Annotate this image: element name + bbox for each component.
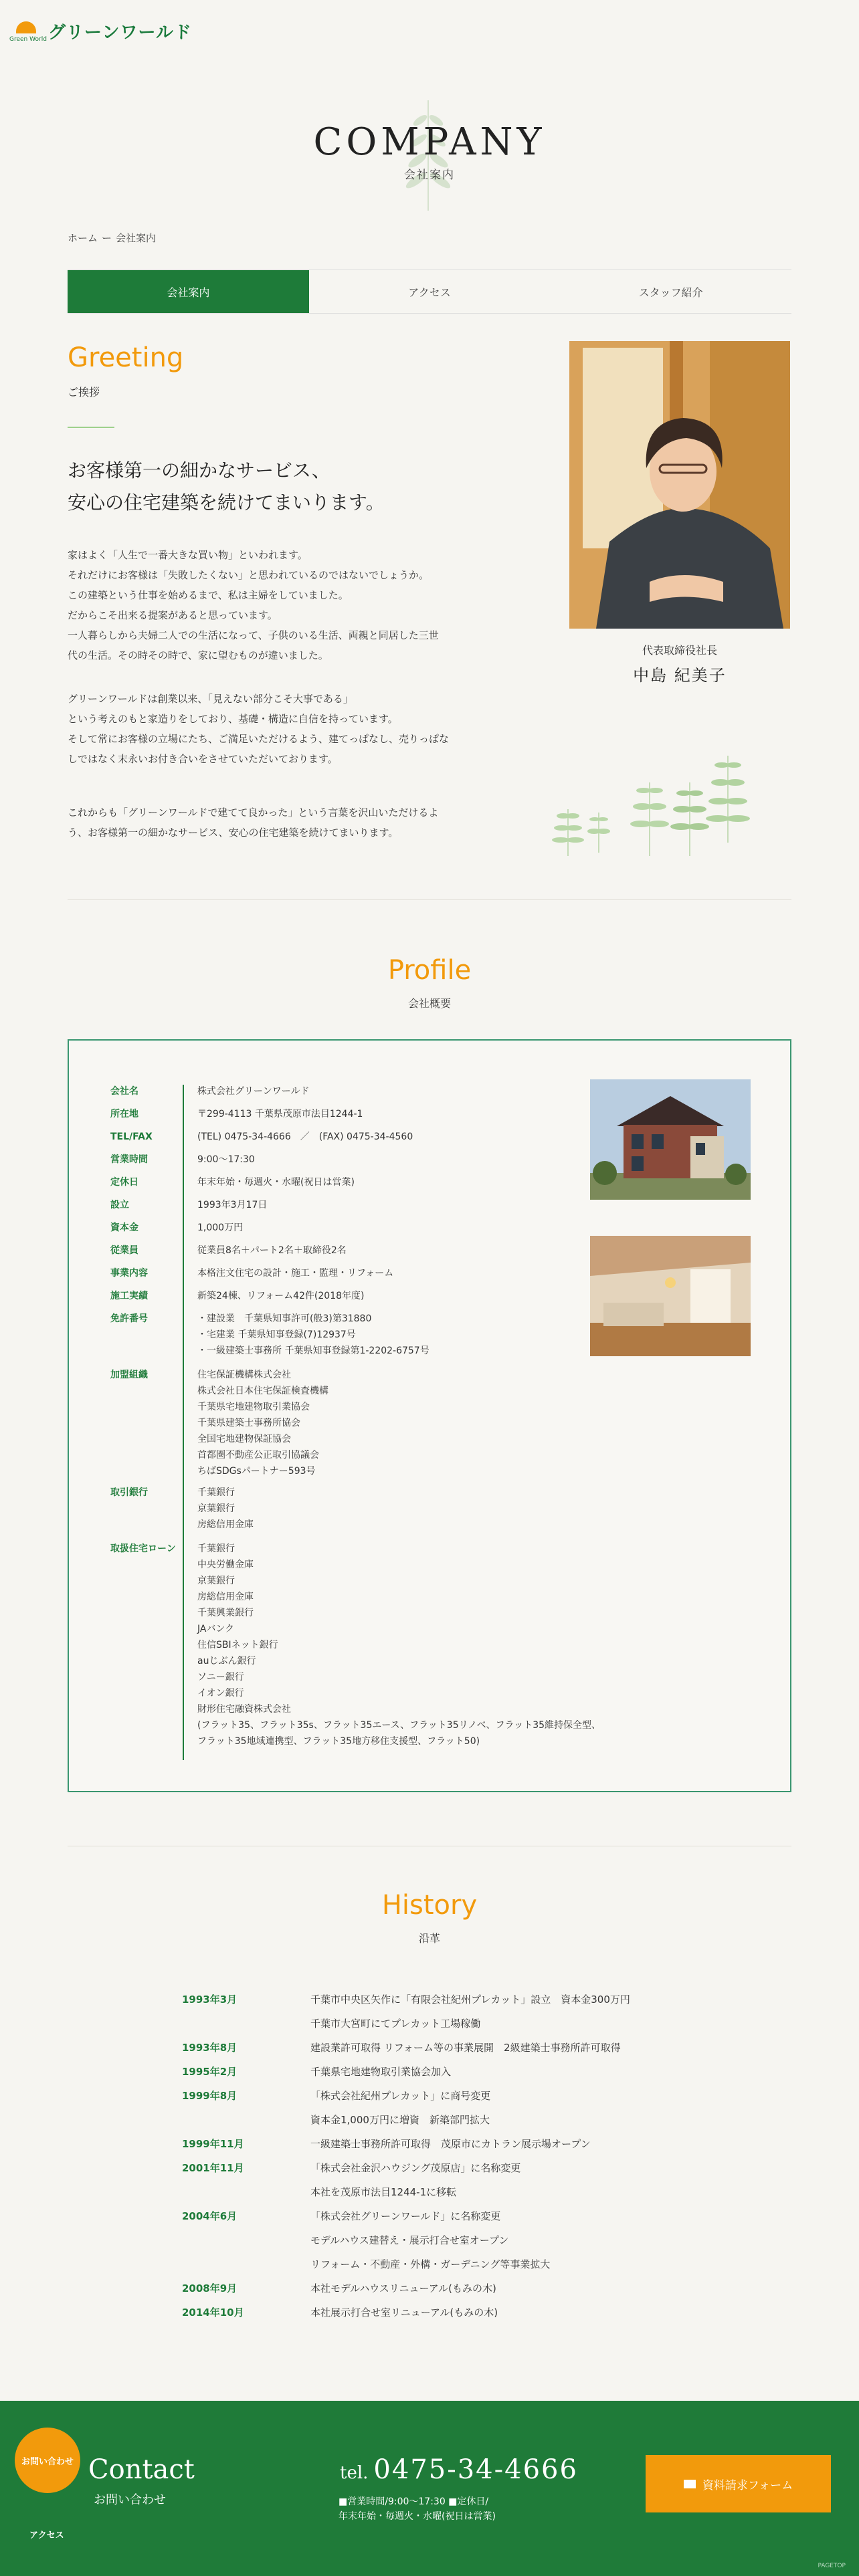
- greeting-line: この建築という仕事を始めるまで、私は主婦をしていました。: [68, 589, 349, 601]
- greeting-paragraph-2: [68, 689, 502, 769]
- greeting-line: だからこそ出来る提案があると思っています。: [68, 609, 278, 621]
- history-text: 資本金1,000万円に増資 新築部門拡大: [310, 2114, 490, 2126]
- greeting-headline-2: 安心の住宅建築を続けてまいります。: [68, 492, 385, 514]
- history-year: [182, 2012, 310, 2036]
- profile-value-line: 千葉県宅地建物取引業協会: [197, 1402, 310, 1412]
- history-year: 2014年10月: [182, 2306, 244, 2319]
- profile-row: [110, 1367, 328, 1479]
- profile-value-line: 住信SBIネット銀行: [197, 1640, 278, 1650]
- profile-row: [110, 1129, 413, 1145]
- profile-value-line: フラット35地域連携型、フラット35地方移住支援型、フラット50): [197, 1736, 480, 1747]
- tel-label: tel.: [340, 2463, 369, 2483]
- history-year: 1999年8月: [182, 2090, 237, 2102]
- breadcrumb-current: 会社案内: [116, 232, 157, 244]
- business-hours: [339, 2494, 496, 2524]
- history-row: [182, 2108, 784, 2132]
- history-year: 1999年11月: [182, 2138, 244, 2150]
- section-divider: [68, 899, 791, 900]
- profile-value-line: JAバンク: [197, 1624, 235, 1634]
- profile-value-line: 千葉銀行: [197, 1487, 235, 1498]
- profile-value-line: 千葉銀行: [197, 1543, 235, 1554]
- history-year: 1995年2月: [182, 2066, 237, 2078]
- profile-value-line: 財形住宅融資株式会社: [197, 1704, 291, 1715]
- site-logo[interactable]: [7, 17, 192, 44]
- trees-decoration-icon: [549, 742, 763, 856]
- profile-row: [110, 1541, 601, 1749]
- history-row: [182, 2276, 784, 2300]
- profile-value: 〒299-4113 千葉県茂原市法目1244-1: [197, 1109, 363, 1119]
- history-row: [182, 2228, 784, 2252]
- history-text: 一級建築士事務所許可取得 茂原市にカトラン展示場オープン: [310, 2138, 591, 2150]
- profile-key: 定休日: [110, 1177, 138, 1188]
- contact-badge[interactable]: お問い合わせ: [15, 2428, 80, 2493]
- profile-value-line: 住宅保証機構株式会社: [197, 1370, 291, 1380]
- history-text: リフォーム・不動産・外構・ガーデニング等事業拡大: [310, 2258, 551, 2270]
- profile-value-line: 株式会社日本住宅保証検査機構: [197, 1386, 328, 1396]
- profile-title-jp: 会社概要: [407, 997, 451, 1010]
- history-row: [182, 2084, 784, 2108]
- profile-value-line: ソニー銀行: [197, 1672, 244, 1683]
- interior-photo: [590, 1236, 751, 1356]
- history-row: [182, 1988, 784, 2012]
- profile-row: [110, 1083, 309, 1099]
- profile-row: [110, 1152, 255, 1168]
- ceo-photo: [569, 341, 790, 629]
- profile-value: 株式会社グリーンワールド: [197, 1086, 310, 1097]
- greeting-line: 代の生活。その時その時で、家に望むものが違いました。: [68, 649, 328, 661]
- profile-value-line: 房総信用金庫: [197, 1592, 254, 1602]
- profile-value: [197, 1311, 430, 1359]
- greeting-line: グリーンワールドは創業以来、「見えない部分こそ大事である」: [68, 693, 353, 705]
- history-text: 千葉県宅地建物取引業協会加入: [310, 2066, 452, 2078]
- profile-row: [110, 1485, 254, 1533]
- history-row: [182, 2300, 784, 2325]
- logo-text: グリーンワールド: [48, 22, 192, 43]
- history-row: [182, 2252, 784, 2276]
- profile-value-line: 房総信用金庫: [197, 1519, 254, 1530]
- greeting-line: そして常にお客様の立場にたち、ご満足いただけるよう、建てっぱなし、売りっぱな: [68, 733, 450, 745]
- profile-key: 営業時間: [110, 1154, 148, 1165]
- greeting-line: これからも「グリーンワールドで建てて良かった」という言葉を沢山いただけるよ: [68, 807, 439, 819]
- breadcrumb-home[interactable]: ホーム: [68, 232, 98, 244]
- profile-value-line: 首都圏不動産公正取引協議会: [197, 1450, 319, 1461]
- profile-table: [68, 1039, 791, 1792]
- greeting-line: という考えのもと家造りをしており、基礎・構造に自信を持っています。: [68, 713, 398, 725]
- profile-row: [110, 1174, 355, 1190]
- envelope-icon: [684, 2480, 696, 2488]
- history-year: 1993年3月: [182, 1994, 237, 2006]
- greeting-line: う、お客様第一の細かなサービス、安心の住宅建築を続けてまいります。: [68, 827, 399, 839]
- profile-value-line: ・一級建築士事務所 千葉県知事登録第1-2202-6757号: [197, 1346, 430, 1356]
- history-row: [182, 2156, 784, 2180]
- history-row: [182, 2060, 784, 2084]
- contact-title-jp: お問い合わせ: [94, 2493, 166, 2507]
- greeting-title-jp: ご挨拶: [68, 386, 100, 399]
- history-text: モデルハウス建替え・展示打合せ室オープン: [310, 2234, 509, 2246]
- profile-value-line: 京葉銀行: [197, 1503, 235, 1514]
- logo-sub: Green World: [9, 36, 47, 43]
- profile-row: [110, 1288, 364, 1304]
- tab-company[interactable]: 会社案内: [68, 270, 309, 313]
- profile-row: [110, 1220, 243, 1236]
- profile-row: [110, 1106, 363, 1122]
- page-top-link[interactable]: PAGETOP: [818, 2563, 846, 2569]
- profile-key: TEL/FAX: [110, 1132, 153, 1142]
- greeting-paragraph-3: [68, 802, 502, 843]
- profile-value-line: 中央労働金庫: [197, 1560, 254, 1570]
- request-form-button[interactable]: [646, 2455, 831, 2512]
- profile-key: 取引銀行: [110, 1487, 148, 1498]
- ceo-role: 代表取締役社長: [642, 644, 717, 657]
- history-text: 千葉市大宮町にてプレカット工場稼働: [310, 2018, 481, 2030]
- profile-value-line: ちばSDGsパートナー593号: [197, 1466, 316, 1477]
- profile-value-line: 千葉県建築士事務所協会: [197, 1418, 300, 1428]
- profile-value: [197, 1541, 601, 1749]
- breadcrumb: [68, 231, 156, 245]
- profile-value: 新築24棟、リフォーム42件(2018年度): [197, 1291, 365, 1301]
- history-text: 本社展示打合せ室リニューアル(もみの木): [310, 2306, 498, 2319]
- phone-number[interactable]: [340, 2454, 578, 2485]
- history-row: [182, 2204, 784, 2228]
- profile-value-line: 全国宅地建物保証協会: [197, 1434, 291, 1444]
- history-row: [182, 2036, 784, 2060]
- logo-mark: [7, 17, 48, 44]
- profile-value-line: (フラット35、フラット35s、フラット35エース、フラット35リノベ、フラット35維持保全型、: [197, 1720, 601, 1731]
- hours-line: ■営業時間/9:00〜17:30 ■定休日/: [339, 2496, 489, 2507]
- profile-value-line: 京葉銀行: [197, 1576, 235, 1586]
- ceo-name: 中島 紀美子: [633, 666, 727, 685]
- profile-key: 会社名: [110, 1086, 138, 1097]
- profile-row: [110, 1311, 430, 1359]
- profile-key: 資本金: [110, 1222, 138, 1233]
- contact-title-en: Contact: [88, 2454, 195, 2485]
- tab-access[interactable]: アクセス: [408, 286, 451, 299]
- greeting-title-en: Greeting: [68, 342, 184, 373]
- profile-key: 設立: [110, 1200, 129, 1210]
- history-year: 1993年8月: [182, 2042, 237, 2054]
- history-year: 2004年6月: [182, 2210, 237, 2222]
- profile-value: [197, 1485, 254, 1533]
- breadcrumb-separator: ー: [102, 232, 112, 244]
- greeting-line: しではなく末永いお付き合いをさせていただいております。: [68, 753, 338, 765]
- history-text: 「株式会社紀州プレカット」に商号変更: [310, 2090, 491, 2102]
- tab-bar: [68, 270, 791, 314]
- page-title-jp: 会社案内: [404, 169, 455, 182]
- history-year: [182, 2180, 310, 2204]
- profile-value-line: 千葉興業銀行: [197, 1608, 254, 1618]
- profile-value-line: ・建設業 千葉県知事許可(般3)第31880: [197, 1313, 372, 1324]
- page-title: [0, 120, 859, 182]
- history-year: 2008年9月: [182, 2282, 237, 2294]
- hours-line: 年末年始・毎週火・水曜(祝日は営業): [339, 2511, 496, 2522]
- history-year: [182, 2108, 310, 2132]
- history-text: 「株式会社グリーンワールド」に名称変更: [310, 2210, 501, 2222]
- history-text: 本社モデルハウスリニューアル(もみの木): [310, 2282, 496, 2294]
- history-year: 2001年11月: [182, 2162, 244, 2174]
- profile-value: 1,000万円: [197, 1222, 244, 1233]
- profile-value: 年末年始・毎週火・水曜(祝日は営業): [197, 1177, 355, 1188]
- history-row: [182, 2012, 784, 2036]
- profile-value: 9:00〜17:30: [197, 1154, 255, 1165]
- history-text: 千葉市中央区矢作に「有限会社紀州プレカット」設立 資本金300万円: [310, 1994, 630, 2006]
- greeting-headline: [68, 455, 385, 519]
- page-title-en: COMPANY: [313, 120, 546, 164]
- profile-value: 1993年3月17日: [197, 1200, 268, 1210]
- profile-value: [197, 1367, 328, 1479]
- profile-key: 施工実績: [110, 1291, 148, 1301]
- profile-row: [110, 1197, 267, 1213]
- access-link[interactable]: アクセス: [29, 2531, 64, 2541]
- profile-key: 事業内容: [110, 1268, 148, 1279]
- history-row: [182, 2132, 784, 2156]
- greeting-line: それだけにお客様は「失敗したくない」と思われているのではないでしょうか。: [68, 569, 430, 581]
- profile-value-line: auじぶん銀行: [197, 1656, 256, 1667]
- profile-key: 所在地: [110, 1109, 138, 1119]
- profile-value-line: ・宅建業 千葉県知事登録(7)12937号: [197, 1329, 356, 1340]
- history-title-jp: 沿革: [418, 1932, 440, 1945]
- profile-value: (TEL) 0475-34-4666 ／ (FAX) 0475-34-4560: [197, 1132, 413, 1142]
- profile-key: 従業員: [110, 1245, 138, 1256]
- profile-value-line: イオン銀行: [197, 1688, 244, 1699]
- greeting-line: 家はよく「人生で一番大きな買い物」といわれます。: [68, 549, 308, 561]
- profile-value: 従業員8名＋パート2名＋取締役2名: [197, 1245, 347, 1256]
- greeting-underline: [68, 427, 114, 428]
- greeting-line: 一人暮らしから夫婦二人での生活になって、子供のいる生活、両親と同居した三世: [68, 629, 439, 641]
- profile-title-en: Profile: [387, 955, 472, 986]
- profile-row: [110, 1265, 393, 1281]
- greeting-headline-1: お客様第一の細かなサービス、: [68, 459, 330, 481]
- history-text: 本社を茂原市法目1244-1に移転: [310, 2186, 457, 2198]
- history-text: 建設業許可取得 リフォーム等の事業展開 2級建築士事務所許可取得: [310, 2042, 621, 2054]
- history-year: [182, 2228, 310, 2252]
- history-year: [182, 2252, 310, 2276]
- greeting-paragraph-1: [68, 545, 502, 665]
- tel-number: 0475-34-4666: [373, 2454, 578, 2485]
- request-form-label: 資料請求フォーム: [702, 2478, 793, 2492]
- profile-value: 本格注文住宅の設計・施工・監理・リフォーム: [197, 1268, 394, 1279]
- history-title-en: History: [381, 1890, 478, 1921]
- tab-staff[interactable]: スタッフ紹介: [638, 286, 703, 299]
- house-photo: [590, 1079, 751, 1200]
- history-text: 「株式会社金沢ハウジング茂原店」に名称変更: [310, 2162, 521, 2174]
- profile-row: [110, 1243, 347, 1259]
- profile-key: 免許番号: [110, 1313, 148, 1324]
- profile-key: 取扱住宅ローン: [110, 1543, 176, 1554]
- history-row: [182, 2180, 784, 2204]
- footer: [0, 2401, 859, 2576]
- profile-key: 加盟組織: [110, 1370, 148, 1380]
